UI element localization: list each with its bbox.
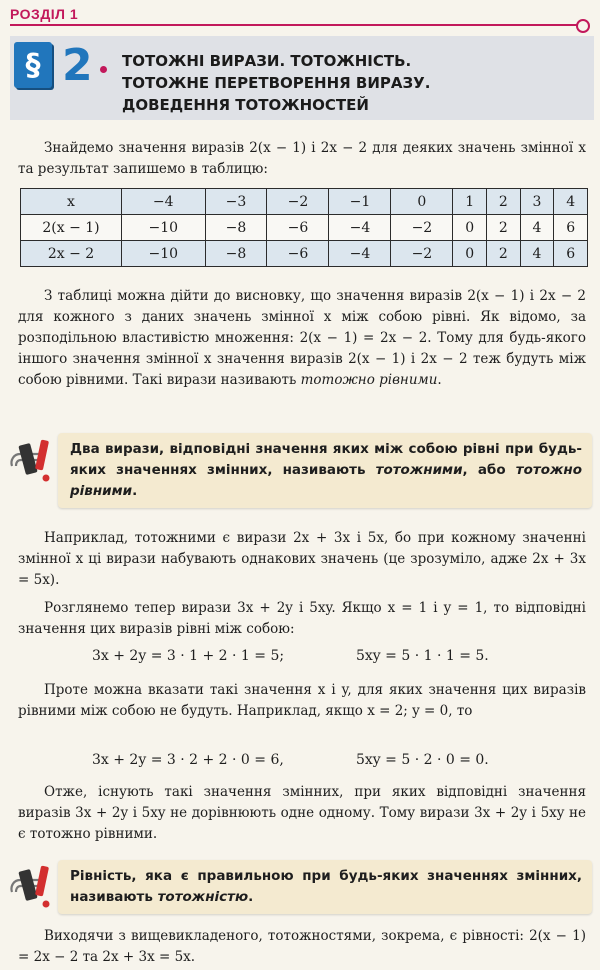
table-cell: 2 xyxy=(487,215,521,241)
paragraph-final: Виходячи з вищевикладеного, тотожностями, зокрема, є рівності: 2(x − 1) = 2x − 2 та 2x + 3x = 5x. xyxy=(18,928,586,965)
section-number: 2 xyxy=(62,40,93,91)
section-number-dot xyxy=(100,66,107,73)
definition1-end: . xyxy=(132,483,138,499)
attention-clip-icon xyxy=(8,436,54,484)
definition1-term2: тотожно рівними xyxy=(70,462,582,499)
paragraph-consider: Розглянемо тепер вирази 3x + 2y і 5xy. Якщо x = 1 і y = 1, то відповідні значення цих виразів рівні між собою: xyxy=(18,600,586,637)
formula-1-right: 5xy = 5 · 1 · 1 = 5. xyxy=(356,648,489,664)
section-label: РОЗДІЛ 1 xyxy=(10,6,79,22)
table-cell: 3 xyxy=(520,189,554,215)
table-cell: −1 xyxy=(329,189,391,215)
table-cell: 4 xyxy=(520,241,554,267)
table-row xyxy=(21,215,588,241)
paragraph-counterexample: Проте можна вказати такі значення x і y, для яких значення цих виразів рівними між собою не будуть. Наприклад, якщо x = 2; y = 0, то xyxy=(18,682,586,719)
table-cell: −4 xyxy=(329,215,391,241)
table-cell: −8 xyxy=(205,215,267,241)
table-row xyxy=(21,241,588,267)
table-row-header: 2x − 2 xyxy=(21,241,122,267)
definition1-mid: , або xyxy=(462,462,516,478)
paragraph-symbol-badge: § xyxy=(14,42,52,88)
paragraph-example: Наприклад, тотожними є вирази 2x + 3x і 5x, бо при кожному значенні змінної x ці вирази набувають однакових значень (це зрозуміло, адже 2x + 3x = 5x). xyxy=(18,530,586,588)
title-line-2: ТОТОЖНЕ ПЕРЕТВОРЕННЯ ВИРАЗУ. xyxy=(122,74,431,92)
table-row-header: x xyxy=(21,189,122,215)
attention-clip-icon-2 xyxy=(8,862,54,910)
title-line-1: ТОТОЖНІ ВИРАЗИ. ТОТОЖНІСТЬ. xyxy=(122,52,412,70)
table-row xyxy=(21,189,588,215)
table-cell: 2 xyxy=(487,241,521,267)
table-cell: −8 xyxy=(205,241,267,267)
paragraph-conclusion-text: З таблиці можна дійти до висновку, що значення виразів 2(x − 1) і 2x − 2 для кожного з даних значень змінної x між собою рівні. Як відомо, за розподільною властивістю множення: 2(x − 1) = 2x − 2. Тому для будь-якого іншого значення змінної x значення виразів 2(x − 1) і 2x − 2 теж будуть між собою рівними. Такі вирази називають xyxy=(18,288,586,388)
table-cell: 6 xyxy=(554,215,588,241)
formula-2-right: 5xy = 5 · 2 · 0 = 0. xyxy=(356,752,489,768)
table-cell: −2 xyxy=(391,241,453,267)
term-identically-equal: тотожно рівними xyxy=(300,372,438,388)
definition-box-identity xyxy=(58,860,592,914)
table-cell: 0 xyxy=(453,215,487,241)
header-rule-dot xyxy=(576,19,590,33)
table-cell: 4 xyxy=(554,189,588,215)
table-cell: −4 xyxy=(122,189,206,215)
formula-2-left: 3x + 2y = 3 · 2 + 2 · 0 = 6, xyxy=(92,752,284,768)
definition2-text: Рівність, яка є правильною при будь-яких значеннях змінних, називають xyxy=(70,868,582,905)
values-table xyxy=(20,188,588,267)
table-cell: −3 xyxy=(205,189,267,215)
intro-paragraph: Знайдемо значення виразів 2(x − 1) і 2x − 2 для деяких значень змінної x та результат запишемо в таблицю: xyxy=(18,140,586,177)
table-cell: 2 xyxy=(487,189,521,215)
paragraph-conclusion-end: . xyxy=(437,372,442,388)
table-cell: −10 xyxy=(122,241,206,267)
title-line-3: ДОВЕДЕННЯ ТОТОЖНОСТЕЙ xyxy=(122,96,369,114)
table-cell: −2 xyxy=(267,189,329,215)
table-cell: 4 xyxy=(520,215,554,241)
header-rule xyxy=(10,24,584,26)
definition1-text: Два вирази, відповідні значення яких між собою рівні при будь-яких значеннях змінних, називають xyxy=(70,441,582,478)
paragraph-therefore: Отже, існують такі значення змінних, при яких відповідні значення виразів 3x + 2y і 5xy не дорівнюють одне одному. Тому вирази 3x + 2y і 5xy не є тотожно рівними. xyxy=(18,784,586,842)
table-cell: −6 xyxy=(267,215,329,241)
table-cell: 6 xyxy=(554,241,588,267)
paragraph-conclusion xyxy=(18,286,586,391)
table-cell: 1 xyxy=(453,189,487,215)
definition2-end: . xyxy=(248,889,254,905)
table-row-header: 2(x − 1) xyxy=(21,215,122,241)
section-title xyxy=(122,50,582,116)
table-cell: −4 xyxy=(329,241,391,267)
table-cell: −2 xyxy=(391,215,453,241)
definition1-term1: тотожними xyxy=(375,462,463,478)
definition-box-identical-expressions xyxy=(58,433,592,508)
table-cell: −10 xyxy=(122,215,206,241)
table-cell: −6 xyxy=(267,241,329,267)
table-cell: 0 xyxy=(391,189,453,215)
definition2-term: тотожністю xyxy=(157,889,249,905)
table-cell: 0 xyxy=(453,241,487,267)
formula-1-left: 3x + 2y = 3 · 1 + 2 · 1 = 5; xyxy=(92,648,285,664)
